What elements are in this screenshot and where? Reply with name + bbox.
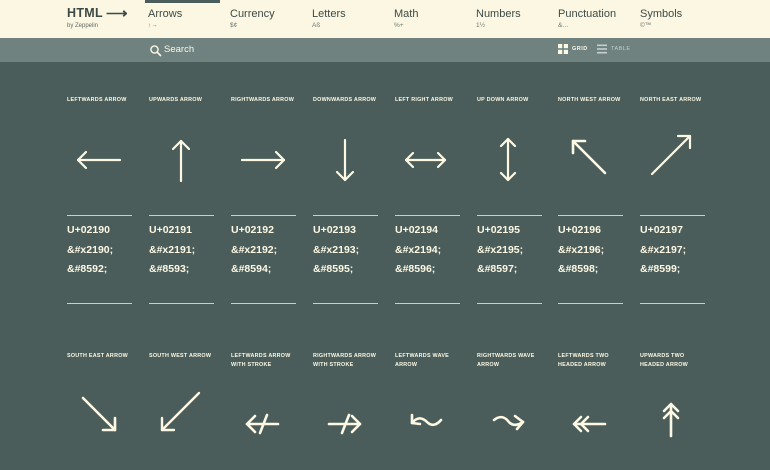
hex-entity: &#x2190; (67, 243, 114, 256)
divider (67, 215, 132, 216)
character-name: LEFTWARDS TWO HEADED ARROW (558, 353, 609, 368)
divider (558, 303, 623, 304)
divider (395, 303, 460, 304)
downwards-arrow-icon (313, 126, 378, 196)
divider (477, 303, 542, 304)
code-block (67, 221, 113, 280)
hex-entity: &#x2196; (558, 243, 605, 256)
code-block (640, 221, 686, 280)
divider (558, 215, 623, 216)
hex-entity: &#x2195; (477, 243, 524, 256)
hex-entity: &#x2194; (395, 243, 442, 256)
code-block (395, 221, 441, 280)
unicode-code: U+02190 (67, 224, 110, 236)
character-name: UPWARDS ARROW (149, 97, 203, 103)
unicode-code: U+02196 (558, 224, 601, 236)
hex-entity: &#x2193; (313, 243, 360, 256)
character-name: LEFTWARDS WAVE ARROW (395, 353, 450, 368)
tab-label: Currency (230, 8, 275, 20)
north-east-arrow-icon (640, 126, 705, 196)
leftwards-two-headed-arrow-icon (558, 378, 623, 448)
tab-label: Symbols (640, 8, 683, 20)
decimal-entity: &#8594; (231, 263, 272, 275)
upwards-two-headed-arrow-icon (640, 378, 705, 448)
tab-sample: Aß (312, 22, 321, 29)
character-name: SOUTH WEST ARROW (149, 353, 212, 359)
code-block (313, 221, 359, 280)
unicode-code: U+02192 (231, 224, 274, 236)
tab-label: Arrows (148, 8, 183, 20)
character-name: SOUTH EAST ARROW (67, 353, 128, 359)
rightwards-arrow-with-stroke-icon (313, 378, 378, 448)
tab-sample: ©™ (640, 22, 652, 29)
unicode-code: U+02191 (149, 224, 192, 236)
south-west-arrow-icon (149, 378, 214, 448)
code-block (558, 221, 604, 280)
top-nav (0, 0, 770, 38)
decimal-entity: &#8592; (67, 263, 108, 275)
up-down-arrow-icon (477, 126, 542, 196)
divider (67, 303, 132, 304)
character-name: UPWARDS TWO HEADED ARROW (640, 353, 689, 368)
code-block (231, 221, 277, 280)
tab-sample: &… (558, 22, 569, 29)
unicode-code: U+02195 (477, 224, 520, 236)
decimal-entity: &#8593; (149, 263, 190, 275)
hex-entity: &#x2191; (149, 243, 196, 256)
character-name: RIGHTWARDS ARROW WITH STROKE (313, 353, 377, 368)
search-icon (149, 44, 162, 57)
tab-sample: 1½ (476, 22, 486, 29)
rightwards-wave-arrow-icon (477, 378, 542, 448)
hex-entity: &#x2197; (640, 243, 687, 256)
brand-arrow-icon: ⟶ (106, 5, 128, 22)
leftwards-arrow-with-stroke-icon (231, 378, 296, 448)
south-east-arrow-icon (67, 378, 132, 448)
upwards-arrow-icon (149, 126, 214, 196)
tab-label: Letters (312, 8, 346, 20)
brand-logo[interactable] (67, 5, 128, 29)
character-name: LEFTWARDS ARROW (67, 97, 127, 103)
search-bar (0, 38, 770, 62)
divider (477, 215, 542, 216)
grid-icon (558, 44, 568, 54)
divider (149, 303, 214, 304)
code-block (149, 221, 195, 280)
brand-subtitle: by Zeppelin (67, 23, 99, 29)
unicode-code: U+02194 (395, 224, 438, 236)
divider (395, 215, 460, 216)
decimal-entity: &#8598; (558, 263, 599, 275)
tab-sample: ↑→ (148, 22, 158, 29)
character-name: UP DOWN ARROW (477, 97, 529, 103)
character-name: DOWNWARDS ARROW (313, 97, 377, 103)
search-input[interactable]: Search (164, 44, 195, 55)
tab-sample: %+ (394, 22, 404, 29)
leftwards-arrow-icon (67, 126, 132, 196)
grid-view-label: GRID (572, 46, 588, 52)
character-name: RIGHTWARDS ARROW (231, 97, 295, 103)
divider (149, 215, 214, 216)
decimal-entity: &#8597; (477, 263, 518, 275)
divider (231, 215, 296, 216)
decimal-entity: &#8599; (640, 263, 681, 275)
left-right-arrow-icon (395, 126, 460, 196)
character-name: NORTH EAST ARROW (640, 97, 702, 103)
tab-label: Math (394, 8, 419, 20)
table-icon (597, 44, 607, 54)
code-block (477, 221, 523, 280)
divider (640, 303, 705, 304)
unicode-code: U+02193 (313, 224, 356, 236)
tab-sample: $¢ (230, 22, 238, 29)
divider (313, 215, 378, 216)
character-name: NORTH WEST ARROW (558, 97, 621, 103)
tab-label: Numbers (476, 8, 521, 20)
divider (231, 303, 296, 304)
rightwards-arrow-icon (231, 126, 296, 196)
leftwards-wave-arrow-icon (395, 378, 460, 448)
character-name: RIGHTWARDS WAVE ARROW (477, 353, 535, 368)
divider (640, 215, 705, 216)
character-name: LEFT RIGHT ARROW (395, 97, 453, 103)
decimal-entity: &#8595; (313, 263, 354, 275)
table-view-label: TABLE (611, 46, 631, 52)
unicode-code: U+02197 (640, 224, 683, 236)
north-west-arrow-icon (558, 126, 623, 196)
tab-label: Punctuation (558, 8, 617, 20)
brand-title: HTML (67, 6, 103, 20)
hex-entity: &#x2192; (231, 243, 278, 256)
character-name: LEFTWARDS ARROW WITH STROKE (231, 353, 291, 368)
decimal-entity: &#8596; (395, 263, 436, 275)
divider (313, 303, 378, 304)
